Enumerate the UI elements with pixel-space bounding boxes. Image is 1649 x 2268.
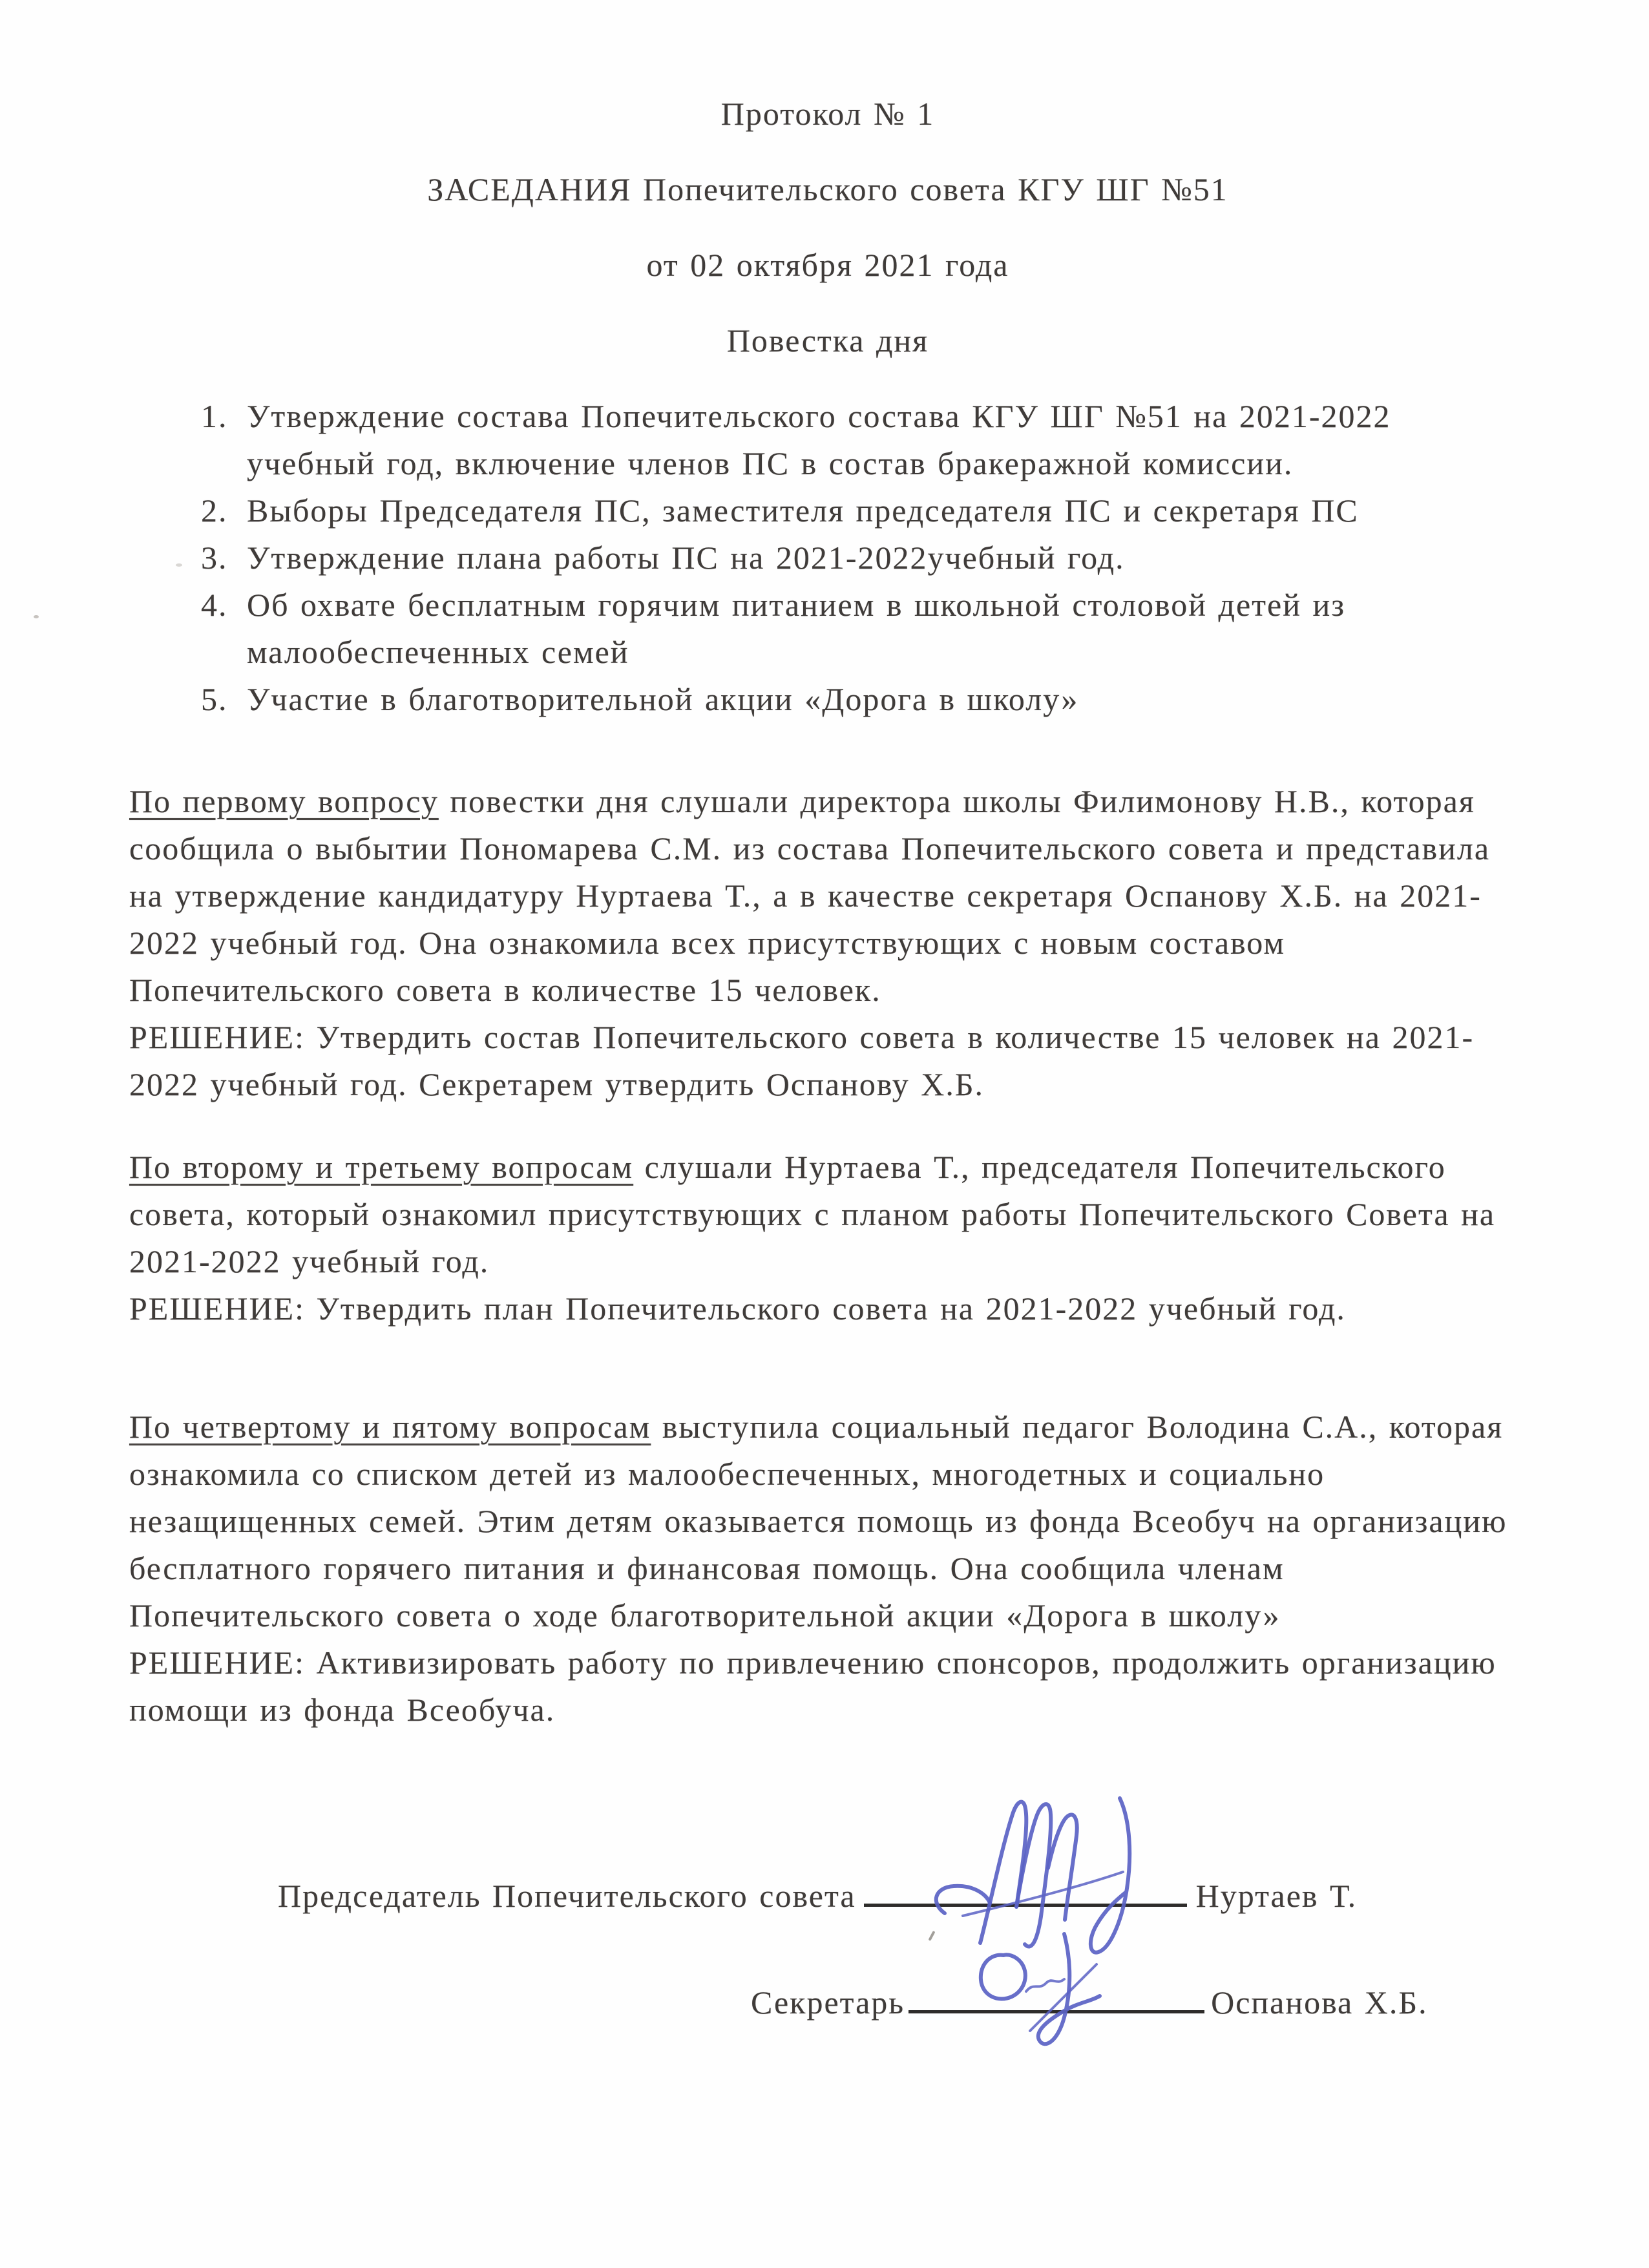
section-second-third-lead: По второму и третьему вопросам	[129, 1149, 634, 1185]
secretary-label: Секретарь	[751, 1984, 905, 2021]
document-header	[129, 90, 1526, 364]
section-fourth-fifth-body	[129, 1403, 1526, 1639]
signature-row-chairman	[129, 1873, 1526, 1920]
document-title: Протокол № 1	[720, 96, 935, 132]
section-fourth-fifth-questions	[129, 1403, 1526, 1734]
section-first-question-decision: РЕШЕНИЕ: Утвердить состав Попечительского совета в количестве 15 человек на 2021-2022 учебный год. Секретарем утвердить Оспанову Х.Б.	[129, 1019, 1475, 1102]
agenda-item-1: 1. Утверждение состава Попечительского состава КГУ ШГ №51 на 2021-2022 учебный год, включение членов ПС в состав бракеражной комиссии.	[239, 393, 1526, 487]
signature-row-secretary	[129, 1979, 1526, 2026]
scan-speck	[176, 563, 182, 567]
document-subtitle: ЗАСЕДАНИЯ Попечительского совета КГУ ШГ №51	[427, 171, 1228, 207]
section-first-question-text: повестки дня слушали директора школы Филимонову Н.В., которая сообщила о выбытии Пономарева С.М. из состава Попечительского совета и представила на утверждение кандидатуру Нуртаева Т., а в качестве секретаря Оспанову Х.Б. на 2021-2022 учебный год. Она ознакомила всех присутствующих с новым составом Попечительского совета в количестве 15 человек.	[129, 783, 1491, 1008]
section-second-third-decision: РЕШЕНИЕ: Утвердить план Попечительского совета на 2021-2022 учебный год.	[129, 1290, 1346, 1327]
agenda-item-3: 3. Утверждение плана работы ПС на 2021-2022учебный год.	[239, 534, 1526, 582]
section-first-question-body	[129, 778, 1526, 1014]
secretary-name: Оспанова Х.Б.	[1211, 1984, 1428, 2021]
section-fourth-fifth-decision: РЕШЕНИЕ: Активизировать работу по привлечению спонсоров, продолжить организацию помощи из фонда Всеобуча.	[129, 1644, 1497, 1728]
section-first-question-lead: По первому вопросу	[129, 783, 439, 819]
agenda-heading: Повестка дня	[726, 322, 929, 359]
section-first-question	[129, 778, 1526, 1108]
scan-speck	[34, 615, 39, 618]
agenda-item-4: 4. Об охвате бесплатным горячим питанием в школьной столовой детей из малообеспеченных семей	[239, 582, 1526, 676]
chairman-label: Председатель Попечительского совета	[278, 1878, 856, 1914]
chairman-signature-line	[864, 1896, 1187, 1907]
section-fourth-fifth-text: выступила социальный педагог Володина С.А., которая ознакомила со списком детей из малообеспеченных, многодетных и социально незащищенных семей. Этим детям оказывается помощь из фонда Всеобуч на организацию бесплатного горячего питания и финансовая помощь. Она сообщила членам Попечительского совета о ходе благотворительной акции «Дорога в школу»	[129, 1409, 1507, 1633]
chairman-name: Нуртаев Т.	[1195, 1878, 1358, 1914]
section-second-third-year-line: 2021-2022 учебный год.	[129, 1243, 490, 1279]
secretary-signature-ink	[967, 1926, 1122, 2049]
agenda-list	[129, 393, 1526, 723]
section-second-third-questions	[129, 1144, 1526, 1332]
section-second-third-body	[129, 1144, 1526, 1238]
section-second-third-text: слушали Нуртаева Т., председателя Попечительского совета, который ознакомил присутствующих с планом работы Попечительского Совета на	[129, 1149, 1496, 1232]
agenda-item-2: 2. Выборы Председателя ПС, заместителя председателя ПС и секретаря ПС	[239, 487, 1526, 534]
secretary-signature-line	[909, 2002, 1204, 2013]
agenda-item-5: 5. Участие в благотворительной акции «Дорога в школу»	[239, 676, 1526, 723]
document-date: от 02 октября 2021 года	[646, 247, 1009, 283]
section-fourth-fifth-lead: По четвертому и пятому вопросам	[129, 1409, 651, 1445]
